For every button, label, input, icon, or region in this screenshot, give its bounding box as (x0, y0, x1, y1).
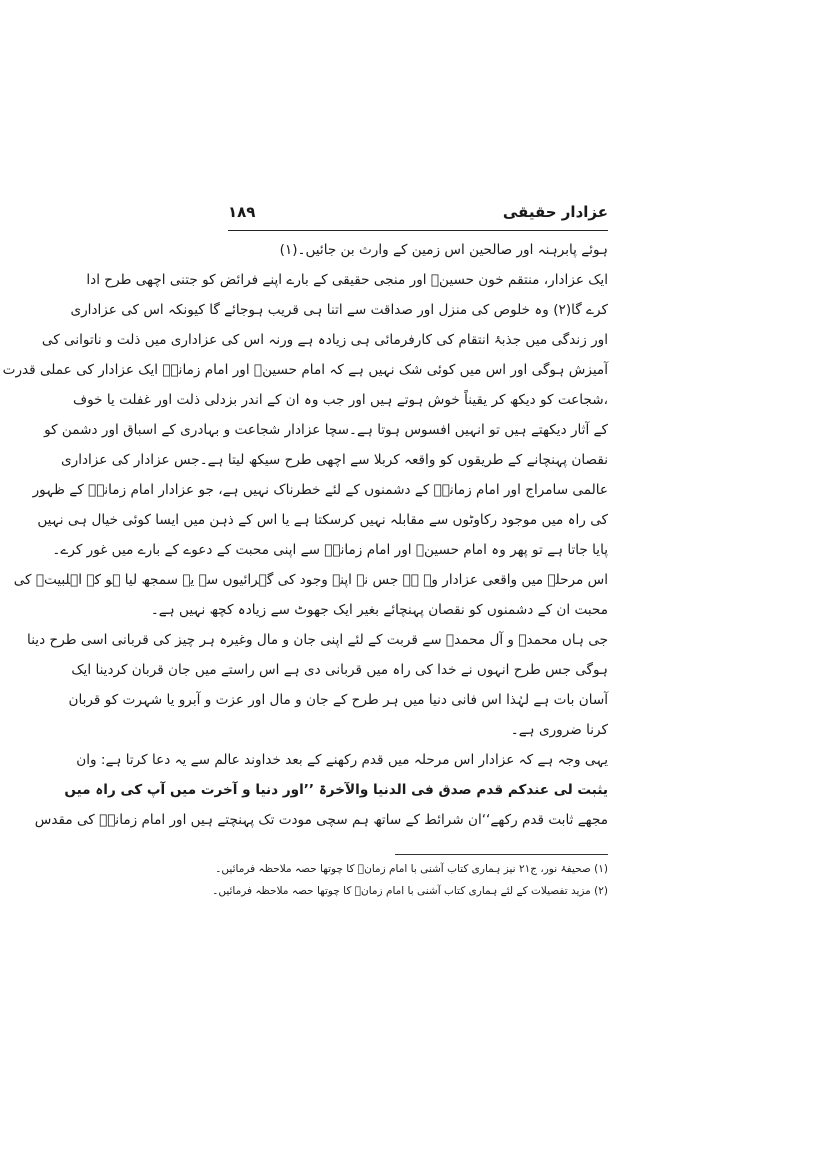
body-line: ہوگی جس طرح انہوں نے خدا کی راہ میں قربانی دی ہے اس راستے میں جان قربان کردینا ایک (71, 662, 608, 678)
footnotes (212, 858, 608, 902)
body-line: آمیزش ہوگی اور اس میں کوئی شک نہیں ہے کہ امام حسینؑ اور امام زمانہؑ ایک عزادار کی عملی قدرت (2, 362, 608, 378)
body-line: عالمی سامراج اور امام زمانہؑ کے دشمنوں کے لئے خطرناک نہیں ہے، جو عزادار امام زمانہؑ کے ظہور (32, 482, 608, 498)
body-line: جی ہاں محمدؐ و آل محمدؐ سے قربت کے لئے اپنی جان و مال وغیرہ ہر چیز کی قربانی اسی طرح دینا (27, 632, 608, 648)
footnote-rule (395, 854, 608, 855)
body-line: اور زندگی میں جذبۂ انتقام کی کارفرمائی ہی زیادہ ہے ورنہ اس کی عزاداری میں ذلت و ناتوانی کی (41, 332, 608, 348)
body-line: نقصان پہنچانے کے طریقوں کو واقعہ کربلا سے اچھی طرح سیکھ لیتا ہے۔جس عزادار کی عزاداری (61, 452, 608, 468)
body-line: ہوئے پابرہنہ اور صالحین اس زمین کے وارث بن جائیں۔(۱) (279, 242, 608, 258)
page-header (228, 203, 608, 229)
body-line: مجھے ثابت قدم رکھے‘‘ان شرائط کے ساتھ ہم سچی مودت تک پہنچتے ہیں اور امام زمانہؑ کی مقدس (34, 812, 608, 828)
body-line: کرے گا(۲) وہ خلوص کی منزل اور صداقت سے اتنا ہی قریب ہوجائے گا کیونکہ اس کی عزاداری (70, 302, 608, 318)
page-number: ۱۸۹ (228, 203, 256, 221)
body-line: پایا جاتا ہے تو پھر وہ امام حسینؑ اور امام زمانہؑ سے اپنی محبت کے دعوے کے بارے میں غور کرے۔ (52, 542, 608, 558)
body-line: اس مرحلہ میں واقعی عزادار وہ ہے جس نے اپنے وجود کی گہرائیوں سے یہ سمجھ لیا ہو کہ اہلبیتؑ کی (13, 572, 608, 588)
footnote-1: (۱) صحیفۂ نور، ج۲۱ نیز ہماری کتاب آشنی با امام زمانؑ کا چوتھا حصہ ملاحظہ فرمائیں۔ (215, 863, 608, 875)
running-title: عزادار حقیقی (502, 203, 608, 221)
body-line: آسان بات ہے لہٰذا اس فانی دنیا میں ہر طرح کے جان و مال اور عزت و آبرو یا شہرت کو قربان (68, 692, 608, 708)
body-text (2, 235, 608, 835)
body-line: کے آثار دیکھتے ہیں تو انہیں افسوس ہوتا ہے۔سچا عزادار شجاعت و بہادری کے اسباق اور دشمن کو (44, 422, 608, 438)
header-rule (228, 230, 608, 231)
body-line: یہی وجہ ہے کہ عزادار اس مرحلہ میں قدم رکھنے کے بعد خداوند عالم سے یہ دعا کرتا ہے: وان (76, 752, 608, 768)
body-line-arabic-quote: یثبت لی عندکم قدم صدق فی الدنیا والآخرۃ ’’اور دنیا و آخرت میں آپ کی راہ میں (64, 782, 608, 798)
footnote-2: (۲) مزید تفصیلات کے لئے ہماری کتاب آشنی با امام زمانؑ کا چوتھا حصہ ملاحظہ فرمائیں۔ (212, 885, 608, 897)
body-line: کی راہ میں موجود رکاوٹوں سے مقابلہ نہیں کرسکتا ہے یا اس کے ذہن میں ایسا کوئی خیال ہی نہیں (37, 512, 608, 528)
body-line: ،شجاعت کو دیکھ کر یقیناً خوش ہوتے ہیں اور جب وہ ان کے اندر بزدلی ذلت اور غفلت یا خوف (72, 392, 608, 408)
body-line: کرنا ضروری ہے۔ (510, 722, 608, 738)
body-line: ایک عزادار، منتقم خون حسینؑ اور منجی حقیقی کے بارے اپنے فرائض کو جتنی اچھی طرح ادا (86, 272, 608, 288)
body-line: محبت ان کے دشمنوں کو نقصان پہنچائے بغیر ایک جھوٹ سے زیادہ کچھ نہیں ہے۔ (150, 602, 608, 618)
